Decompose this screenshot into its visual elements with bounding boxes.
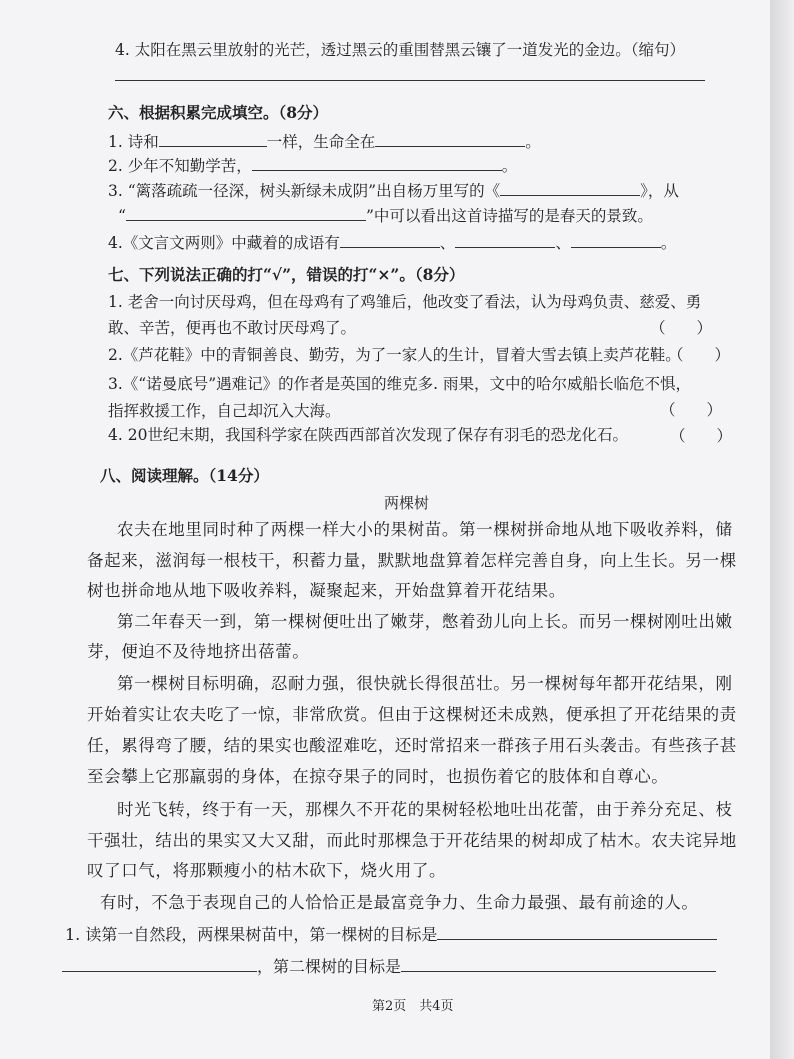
passage-line: 芽，便迫不及待地挤出蓓蕾。 [87,642,310,661]
fill-text: 1. 诗和 [108,133,159,151]
answer-blank[interactable] [62,956,257,972]
fill-text: 。 [660,234,677,252]
fill-text: ”中可以看出这首诗描写的是春天的景致。 [365,207,653,225]
story-title: 两棵树 [384,494,430,512]
fill-item-1 [108,131,541,152]
judge-item-1: 1. 老舍一向讨厌母鸡，但在母鸡有了鸡雏后，他改变了看法，认为母鸡负责、慈爱、勇 [108,293,702,311]
fill-text: 。 [501,157,518,175]
passage-line: 开始着实让农夫吃了一惊，非常欣赏。但由于这棵树还未成熟，便承担了开花结果的责 [87,705,737,724]
question-text: ，第二棵树的目标是 [257,957,402,976]
fill-item-4 [108,232,676,253]
judge-item-2: 2.《芦花鞋》中的青铜善良、勤劳，为了一家人的生计，冒着大雪去镇上卖芦花鞋。 [108,346,681,364]
blank-field[interactable] [455,232,555,248]
passage-line: 备起来，滋润每一根枝干，积蓄力量，默默地盘算着怎样完善自身，向上生长。另一棵 [87,551,737,570]
answer-line [115,80,705,81]
answer-blank[interactable] [401,956,716,972]
blank-field[interactable] [375,131,525,147]
comprehension-q1 [65,924,717,945]
page-edge [770,0,794,1059]
passage-line: 第一棵树目标明确，忍耐力强，很快就长得很茁壮。另一棵树每年都开花结果，刚 [117,674,733,693]
fill-item-3 [108,180,679,201]
judge-item-3-cont: 指挥救援工作，自己却沉入大海。 [108,402,341,420]
blank-field[interactable] [500,180,640,196]
page-number: 第2页 共4页 [372,999,454,1014]
question-text: 1. 读第一自然段，两棵果树苗中，第一棵树的目标是 [65,925,438,944]
answer-paren[interactable]: （ ） [668,346,731,364]
judge-item-1-cont: 敢、辛苦，便再也不敢讨厌母鸡了。 [108,319,357,337]
fill-text: “ [118,207,126,225]
passage-line: 树也拼命地从地下吸收养料，凝聚起来，开始盘算着开花结果。 [87,581,566,600]
fill-text: 3. “篱落疏疏一径深，树头新绿未成阴”出自杨万里写的《 [108,182,501,200]
answer-paren[interactable]: （ ） [650,319,713,337]
blank-field[interactable] [126,205,366,221]
passage-line: 干强壮，结出的果实又大又甜，而此时那棵急于开花结果的树却成了枯木。农夫诧异地 [87,831,737,850]
answer-paren[interactable]: （ ） [660,401,723,419]
blank-field[interactable] [340,232,440,248]
fill-text: 》，从 [640,182,679,200]
fill-item-3-cont [118,205,653,226]
fill-text: 、 [439,234,456,252]
passage-line: 叹了口气，将那颗瘦小的枯木砍下，烧火用了。 [87,861,447,880]
answer-blank[interactable] [437,924,717,940]
comprehension-q1-cont [62,956,716,977]
fill-text: 2. 少年不知勤学苦， [108,157,252,175]
passage-line: 有时，不急于表现自己的人恰恰正是最富竞争力、生命力最强、最有前途的人。 [100,893,699,912]
section-6-title: 六、根据积累完成填空。（8分） [108,103,329,122]
fill-text: 、 [555,234,571,252]
fill-text: 一样，生命全在 [266,133,376,151]
fill-text: 。 [525,133,541,151]
passage-line: 第二年春天一到，第一棵树便吐出了嫩芽，憋着劲儿向上长。而另一棵树刚吐出嫩 [117,612,733,631]
blank-field[interactable] [252,155,502,171]
passage-line: 任，累得弯了腰，结的果实也酸涩难吃，还时常招来一群孩子用石头袭击。有些孩子甚 [87,736,737,755]
passage-line: 时光飞转，终于有一天，那棵久不开花的果树轻松地吐出花蕾，由于养分充足、枝 [117,800,733,819]
section-8-title: 八、阅读理解。（14分） [100,466,269,485]
blank-field[interactable] [571,232,661,248]
judge-item-4: 4. 20世纪末期，我国科学家在陕西西部首次发现了保存有羽毛的恐龙化石。 [108,426,628,444]
fill-text: 4.《文言文两则》中藏着的成语有 [108,234,340,252]
question-4-text: 4. 太阳在黑云里放射的光芒，透过黑云的重围替黑云镶了一道发光的金边。（缩句） [115,41,685,59]
blank-field[interactable] [159,131,267,147]
judge-item-3: 3.《“诺曼底号”遇难记》的作者是英国的维克多. 雨果，文中的哈尔威船长临危不惧， [108,375,691,393]
passage-line: 农夫在地里同时种了两棵一样大小的果树苗。第一棵树拼命地从地下吸收养料，储 [117,520,733,539]
section-7-title: 七、下列说法正确的打“√”，错误的打“×”。（8分） [108,265,465,284]
answer-paren[interactable]: （ ） [670,427,733,445]
fill-item-2 [108,155,517,176]
passage-line: 至会攀上它那羸弱的身体，在掠夺果子的同时，也损伤着它的肢体和自尊心。 [87,767,669,786]
